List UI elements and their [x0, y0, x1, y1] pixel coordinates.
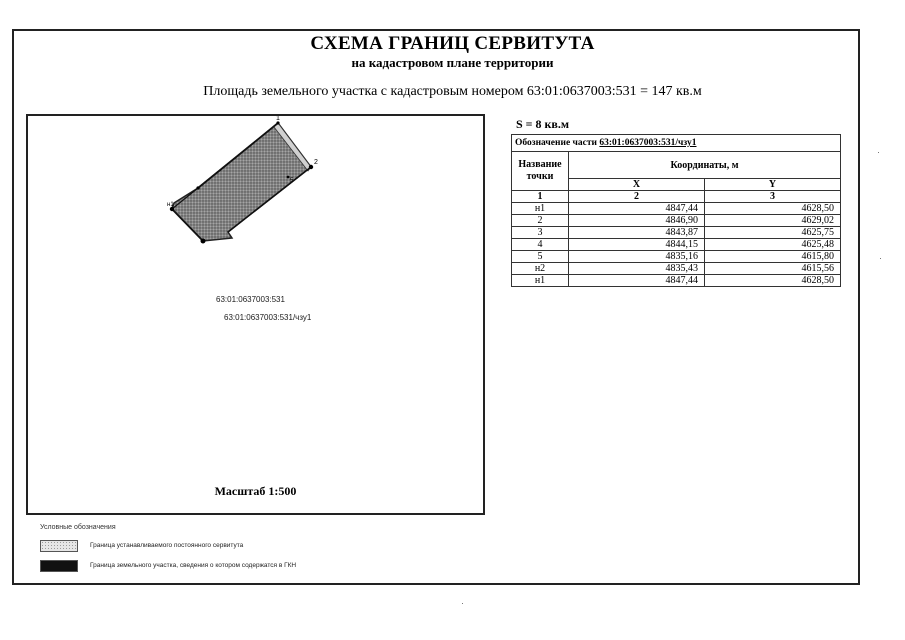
designation-prefix: Обозначение части [515, 138, 600, 148]
vertex-label-2: 2 [314, 159, 318, 166]
scan-speck [462, 603, 463, 604]
map-scale: Масштаб 1:500 [214, 484, 297, 498]
col-num-3: 3 [705, 191, 841, 203]
col-coords-header: Координаты, м [569, 152, 841, 179]
dotted-gray-swatch-icon [40, 540, 78, 552]
scan-speck [880, 258, 881, 259]
col-x-header: X [569, 179, 705, 191]
table-row: 3 4843,87 4625,75 [512, 227, 841, 239]
page-title: СХЕМА ГРАНИЦ СЕРВИТУТА [310, 33, 595, 54]
parcel-label: 63:01:0637003:531 [216, 295, 285, 304]
map-drawing [28, 116, 483, 513]
table-row: н1 4847,44 4628,50 [512, 203, 841, 215]
scan-speck [878, 152, 879, 153]
table-row: н1 4847,44 4628,50 [512, 275, 841, 287]
servitude-area: S = 8 кв.м [516, 117, 570, 131]
col-point-header: Название точки [512, 152, 569, 191]
page-subtitle: на кадастровом плане территории [351, 55, 554, 70]
legend-text: Граница устанавливаемого постоянного сервитута [90, 542, 244, 549]
parcel-area-text: Площадь земельного участка с кадастровым номером 63:01:0637003:531 = 147 кв.м [203, 84, 702, 99]
designation-row [512, 135, 841, 152]
part-label: 63:01:0637003:531/чзу1 [224, 313, 312, 322]
designation-code: 63:01:0637003:531/чзу1 [599, 138, 697, 148]
coordinates-table [511, 134, 841, 287]
vertex-label-5: 5 [290, 178, 294, 184]
table-row: 5 4835,16 4615,80 [512, 251, 841, 263]
col-num-1: 1 [512, 191, 569, 203]
col-y-header: Y [705, 179, 841, 191]
table-row: 4 4844,15 4625,48 [512, 239, 841, 251]
table-row: 2 4846,90 4629,02 [512, 215, 841, 227]
vertex-2 [309, 165, 313, 169]
legend-text: Граница земельного участка, сведения о котором содержатся в ГКН [90, 562, 297, 569]
vertex-label-1: 1 [276, 116, 280, 122]
col-num-2: 2 [569, 191, 705, 203]
vertex-5 [287, 176, 290, 179]
solid-black-swatch-icon [40, 560, 78, 572]
cadastral-map [26, 114, 485, 515]
vertex-label-n1: н1 [167, 202, 174, 208]
vertex-4 [201, 239, 206, 244]
table-row: н2 4835,43 4615,56 [512, 263, 841, 275]
legend-title: Условные обозначения [40, 524, 116, 531]
vertex-n2 [196, 186, 199, 189]
